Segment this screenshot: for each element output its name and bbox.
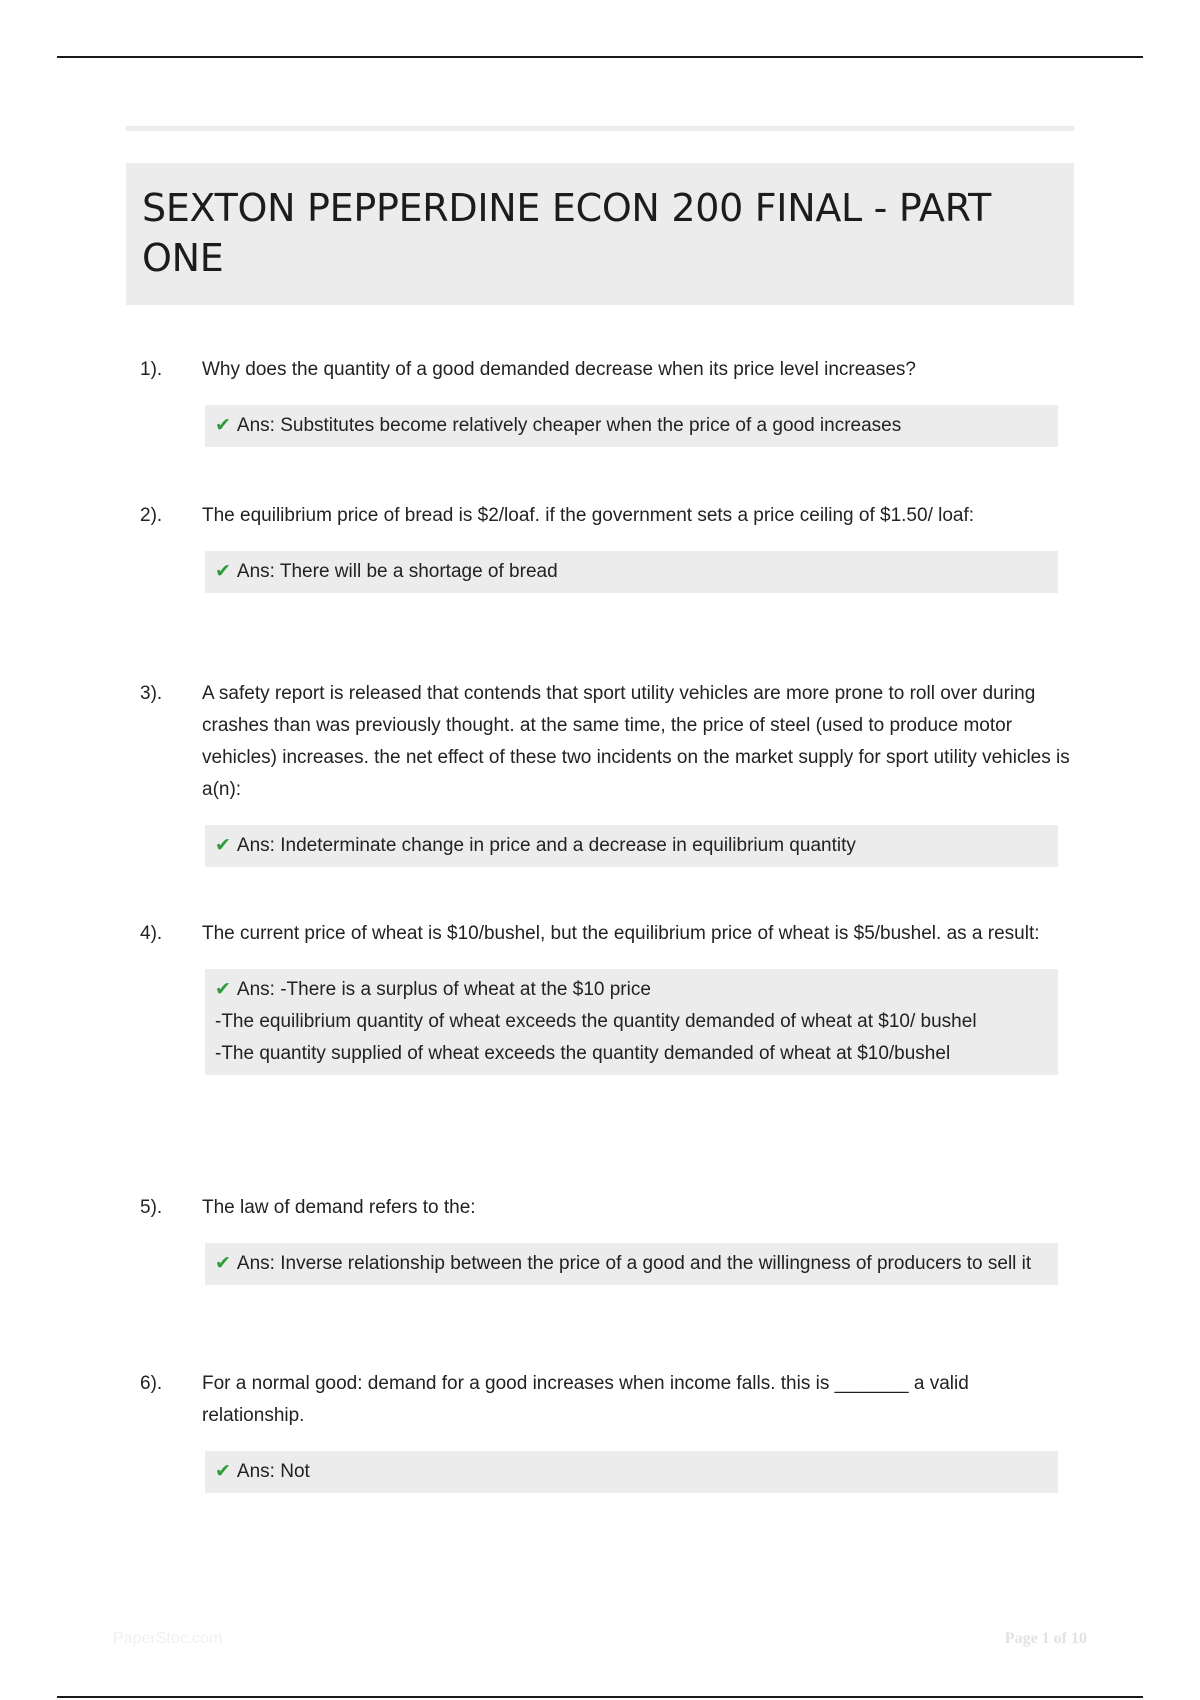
question-6	[140, 1368, 1070, 1493]
top-rule	[57, 56, 1143, 58]
answer-line: -The quantity supplied of wheat exceeds the quantity demanded of wheat at $10/bushel	[215, 1043, 951, 1064]
question-2	[140, 500, 1070, 593]
question-number: 1).	[140, 359, 163, 380]
question-number: 2).	[140, 505, 163, 526]
answer-box	[205, 551, 1058, 593]
answer-box	[205, 969, 1058, 1075]
question-5	[140, 1192, 1070, 1285]
question-4	[140, 918, 1070, 1075]
question-text: The law of demand refers to the:	[202, 1197, 476, 1218]
answer-line: ✔ Ans: Inverse relationship between the price of a good and the willingness of producers to sell it	[215, 1253, 1032, 1274]
checkmark-icon: ✔	[215, 561, 231, 582]
checkmark-icon: ✔	[215, 979, 231, 1000]
watermark: PaperStoc.com	[113, 1630, 223, 1647]
answer-box	[205, 825, 1058, 867]
answer-box	[205, 405, 1058, 447]
question-text: For a normal good: demand for a good increases when income falls. this is _______ a valid relationship.	[202, 1373, 969, 1426]
checkmark-icon: ✔	[215, 1253, 231, 1274]
answer-line: ✔ Ans: Indeterminate change in price and a decrease in equilibrium quantity	[215, 835, 856, 856]
answer-line: ✔ Ans: Substitutes become relatively cheaper when the price of a good increases	[215, 415, 902, 436]
bottom-rule	[57, 1696, 1143, 1698]
page-number: Page 1 of 10	[1004, 1630, 1087, 1647]
document-title: SEXTON PEPPERDINE ECON 200 FINAL - PART ONE	[142, 186, 991, 280]
answer-box	[205, 1451, 1058, 1493]
question-text: The current price of wheat is $10/bushel, but the equilibrium price of wheat is $5/bushel. as a result:	[202, 923, 1040, 944]
answer-line: -The equilibrium quantity of wheat exceeds the quantity demanded of wheat at $10/ bushel	[215, 1011, 977, 1032]
answer-line: ✔ Ans: -There is a surplus of wheat at the $10 price	[215, 979, 651, 1000]
question-text: The equilibrium price of bread is $2/loaf. if the government sets a price ceiling of $1.50/ loaf:	[202, 505, 975, 526]
title-box	[126, 163, 1074, 305]
question-text: A safety report is released that contends that sport utility vehicles are more prone to roll over during crashes than was previously thought. at the same time, the price of steel (used to produce motor vehicles) increases. the net effect of these two incidents on the market supply for sport utility vehicles is a(n):	[202, 683, 1070, 800]
question-number: 3).	[140, 683, 163, 704]
question-text: Why does the quantity of a good demanded decrease when its price level increases?	[202, 359, 916, 380]
answer-line: ✔ Ans: Not	[215, 1461, 310, 1482]
answer-box	[205, 1243, 1058, 1285]
checkmark-icon: ✔	[215, 415, 231, 436]
question-3	[140, 678, 1070, 867]
question-1	[140, 354, 1070, 447]
checkmark-icon: ✔	[215, 835, 231, 856]
answer-line: ✔ Ans: There will be a shortage of bread	[215, 561, 558, 582]
header-divider	[126, 126, 1074, 131]
question-number: 4).	[140, 923, 163, 944]
question-number: 6).	[140, 1373, 163, 1394]
checkmark-icon: ✔	[215, 1461, 231, 1482]
question-number: 5).	[140, 1197, 163, 1218]
